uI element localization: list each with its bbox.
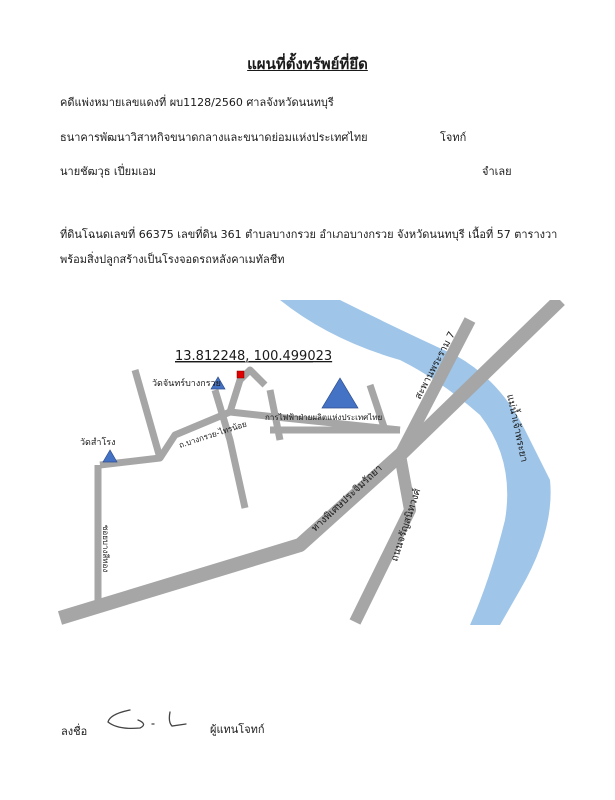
temple-2-label: วัดสำโรง	[80, 438, 116, 448]
defendant-role: จำเลย	[482, 165, 512, 178]
property-marker-icon	[237, 371, 244, 378]
document-title: แผนที่ตั้งทรัพย์ที่ยึด	[247, 55, 368, 73]
road-phra-ram-7-label: สะพานพระราม 7	[412, 330, 458, 402]
property-description: ที่ดินโฉนดเลขที่ 66375 เลขที่ดิน 361 ตำบลบางกรวย อำเภอบางกรวย จังหวัดนนทบุรี เนื้อที่ 57 ตารางวา พร้อมสิ่งปลูกสร้างเป็นโรงจอดรถหลังคาเมทัลชีท	[60, 228, 558, 266]
temple-2-marker-icon	[103, 450, 117, 462]
alley-label: ซอยบางสีทอง	[101, 525, 110, 573]
temple-1-label: วัดจันทร์บางกรวย	[152, 379, 221, 389]
road-pracharat-label: ทางพิเศษประจิมรัถยา	[309, 463, 385, 535]
river-label: แม่น้ำเจ้าพระยา	[504, 393, 530, 464]
signature-role: ผู้แทนโจทก์	[210, 723, 265, 736]
plaintiff-name: ธนาคารพัฒนาวิสาหกิจขนาดกลางและขนาดย่อมแห่งประเทศไทย	[60, 131, 368, 144]
egat-label: การไฟฟ้าฝ่ายผลิตแห่งประเทศไทย	[265, 413, 383, 422]
road-link-6	[370, 385, 385, 430]
signature-label: ลงชื่อ	[61, 725, 88, 738]
road-charan-label: ถนนจรัญสนิทวงศ์	[389, 487, 424, 563]
plaintiff-role: โจทก์	[440, 131, 467, 144]
defendant-name: นายชัฒวุธ เปี่ยมเอม	[60, 165, 156, 178]
road-bangkruai-label: ถ.บางกรวย-ไทรน้อย	[177, 419, 248, 450]
handwritten-signature	[100, 700, 200, 740]
location-map	[0, 300, 615, 640]
egat-marker-icon	[322, 378, 358, 408]
coordinates-label: 13.812248, 100.499023	[175, 349, 333, 364]
road-link-1	[230, 370, 265, 412]
case-number-line: คดีแพ่งหมายเลขแดงที่ ผบ1128/2560 ศาลจังหวัดนนทบุรี	[60, 96, 334, 109]
